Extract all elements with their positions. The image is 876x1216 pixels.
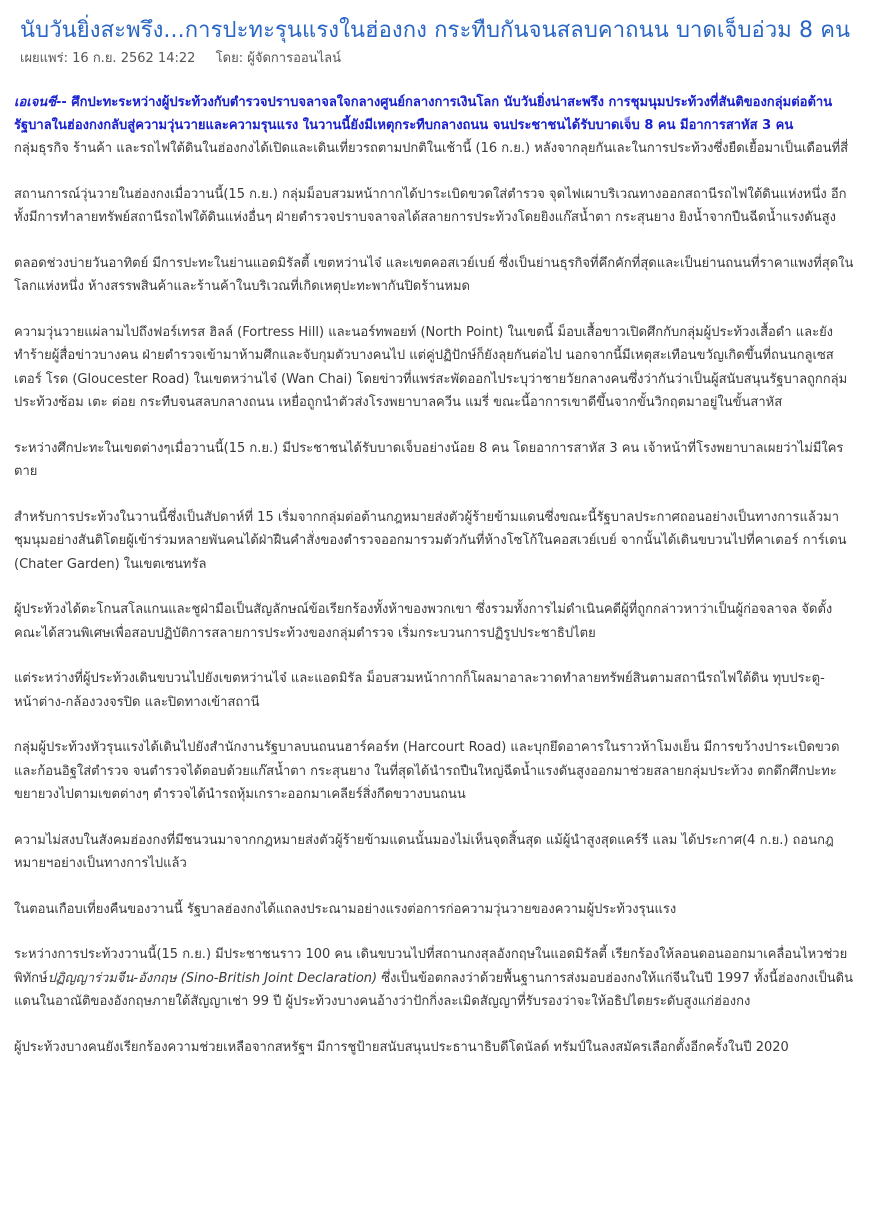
paragraph-text: ระหว่างการประท้วงวานนี้(15 ก.ย.) มีประชาชนราว 100 คน เดินขบวนไปที่สถานกงสุลอังกฤษในแอดมิรัลตี้ เรียกร้องให้ลอนดอนออกมาเคลื่อนไหวช่วยพิทักษ์ bbox=[14, 947, 848, 986]
published-label: เผยแพร่: bbox=[20, 51, 68, 66]
lead-agency: เอเจนซี bbox=[14, 95, 57, 110]
published-date: 16 ก.ย. 2562 14:22 bbox=[72, 51, 196, 66]
paragraph: ผู้ประท้วงบางคนยังเรียกร้องความช่วยเหลือจากสหรัฐฯ มีการชูป้ายสนับสนุนประธานาธิบดีโดนัลด์ ทรัมป์ในลงสมัครเลือกตั้งอีกครั้งในปี 2020 bbox=[14, 1039, 789, 1055]
paragraph: ความไม่สงบในสังคมฮ่องกงที่มีชนวนมาจากกฎหมายส่งตัวผู้ร้ายข้ามแดนนั้นมองไม่เห็นจุดสิ้นสุด แม้ผู้นำสูงสุดแคร์รี แลม ได้ประกาศ(4 ก.ย.) ถอนกฎหมายฯอย่างเป็นทางการไปแล้ว bbox=[14, 832, 834, 871]
joint-declaration-reference: ปฏิญญาร่วมจีน-อังกฤษ (Sino-British Joint Declaration) bbox=[47, 970, 378, 986]
article-body bbox=[14, 137, 856, 1059]
paragraph: ระหว่างศึกปะทะในเขตต่างๆเมื่อวานนี้(15 ก.ย.) มีประชาชนได้รับบาดเจ็บอย่างน้อย 8 คน โดยอาการสาหัส 3 คน เจ้าหน้าที่โรงพยาบาลเผยว่าไม่มีใครตาย bbox=[14, 440, 844, 479]
paragraph bbox=[14, 943, 856, 1014]
lead-text: -- ศึกปะทะระหว่างผู้ประท้วงกับตำรวจปราบจลาจลใจกลางศูนย์กลางการเงินโลก นับวันยิ่งน่าสะพรึง การชุมนุมประท้วงที่สันติของกลุ่มต่อต้านรัฐบาลในฮ่องกงกลับสู่ความวุ่นวายและความรุนแรง ในวานนี้ยังมีเหตุกระทืบกลางถนน จนประชาชนได้รับบาดเจ็บ 8 คน มีอาการสาหัส 3 คน bbox=[14, 95, 833, 133]
paragraph: ผู้ประท้วงได้ตะโกนสโลแกนและชูฝ่ามือเป็นสัญลักษณ์ข้อเรียกร้องทั้งห้าของพวกเขา ซึ่งรวมทั้งการไม่ดำเนินคดีผู้ที่ถูกกล่าวหาว่าเป็นผู้ก่อจลาจล จัดตั้งคณะได้สวนพิเศษเพื่อสอบปฏิบัติการสลายการประท้วงของกลุ่มตำรวจ เริ่มกระบวนการปฏิรูปประชาธิปไตย bbox=[14, 602, 833, 641]
paragraph: กลุ่มธุรกิจ ร้านค้า และรถไฟใต้ดินในฮ่องกงได้เปิดและเดินเที่ยวรถตามปกติในเช้านี้ (16 ก.ย.) หลังจากลุยกันเละในการประท้วงซึ่งยืดเยื้อมาเป็นเดือนที่สี่ bbox=[14, 141, 849, 156]
paragraph: สำหรับการประท้วงในวานนี้ซึ่งเป็นสัปดาห์ที่ 15 เริ่มจากกลุ่มต่อต้านกฎหมายส่งตัวผู้ร้ายข้ามแดนซึ่งขณะนี้รัฐบาลประกาศถอนอย่างเป็นทางการแล้วมาชุมนุมอย่างสันติโดยผู้เข้าร่วมหลายพันคนได้ฝ่าฝืนคำสั่งของตำรวจออกมารวมตัวกันที่ห้างโซโก้ในคอสเวย์เบย์ จากนั้นได้เดินขบวนไปที่คาเตอร์ การ์เดน (Chater Garden) ในเขตเซนทรัล bbox=[14, 509, 847, 572]
paragraph: แต่ระหว่างที่ผู้ประท้วงเดินขบวนไปยังเขตหว่านไจ๋ และแอดมิรัล ม็อบสวมหน้ากากก็โผลมาอาละวาดทำลายทรัพย์สินตามสถานีรถไฟใต้ดิน ทุบประตู-หน้าต่าง-กล้องวงจรปิด และปิดทางเข้าสถานี bbox=[14, 671, 825, 710]
article-headline: นับวันยิ่งสะพรึง...การปะทะรุนแรงในฮ่องกง กระทืบกันจนสลบคาถนน บาดเจ็บอ่วม 8 คน bbox=[20, 18, 851, 43]
paragraph: ตลอดช่วงบ่ายวันอาทิตย์ มีการปะทะในย่านแอดมิรัลตี้ เขตหว่านไจ๋ และเขตคอสเวย์เบย์ ซึ่งเป็นย่านธุรกิจที่คึกคักที่สุดและเป็นย่านถนนที่ราคาแพงที่สุดในโลกแห่งหนึ่ง ห้างสรรพสินค้าและร้านค้าในบริเวณที่เกิดเหตุปะทะพากันปิดร้านหมด bbox=[14, 255, 854, 294]
article-meta bbox=[20, 49, 856, 69]
paragraph: ความวุ่นวายแผ่ลามไปถึงฟอร์เทรส ฮิลล์ (Fortress Hill) และนอร์ทพอยท์ (North Point) ในเขตนี้ ม็อบเสื้อขาวเปิดศึกกับกลุ่มผู้ประท้วงเสื้อดำ และยังทำร้ายผู้สื่อข่าวบางคน ฝ่ายตำรวจเข้ามาห้ามศึกและจับกุมตัวบางคนไป แต่คู่ปฏิปักษ์ก็ยังลุยกันต่อไป นอกจากนี้มีเหตุสะเทือนขวัญเกิดขึ้นที่ถนนกลูเซสเตอร์ โรด (Gloucester Road) ในเขตหว่านไจ๋ (Wan Chai) โดยข่าวที่แพร่สะพัดออกไประบุว่าชายวัยกลางคนซึ่งว่ากันว่าเป็นผู้สนับสนุนรัฐบาลถูกกลุ่มประท้วงซ้อม เตะ ต่อย กระทืบจนสลบกลางถนน เหยื่อถูกนำตัวส่งโรงพยาบาลควีน แมรี่ ขณะนี้อาการเขาดีขึ้นจากขั้นวิกฤตมาอยู่ในขั้นสาหัส bbox=[14, 324, 848, 410]
author-label: โดย: bbox=[215, 51, 244, 66]
paragraph: ในตอนเกือบเที่ยงคืนของวานนี้ รัฐบาลฮ่องกงได้แถลงประณามอย่างแรงต่อการก่อความวุ่นวายของความผู้ประท้วงรุนแรง bbox=[14, 901, 677, 917]
paragraph: กลุ่มผู้ประท้วงหัวรุนแรงได้เดินไปยังสำนักงานรัฐบาลบนถนนฮาร์คอร์ท (Harcourt Road) และบุกยึดอาคารในราวห้าโมงเย็น มีการขว้างปาระเบิดขวด และก้อนอิฐใส่ตำรวจ จนตำรวจได้ตอบด้วยแก๊สน้ำตา กระสุนยาง ในที่สุดได้นำรถปืนใหญ่ฉีดน้ำแรงดันสูงออกมาช่วยสลายกลุ่มประท้วง ตกดึกศึกปะทะขยายวงไปตามเขตต่างๆ ตำรวจได้นำรถหุ้มเกราะออกมาเคลียร์สิ่งกีดขวางบนถนน bbox=[14, 740, 840, 802]
paragraph: สถานการณ์วุ่นวายในฮ่องกงเมื่อวานนี้(15 ก.ย.) กลุ่มม็อบสวมหน้ากากได้ปาระเบิดขวดใส่ตำรวจ จุดไฟเผาบริเวณทางออกสถานีรถไฟใต้ดินแห่งหนึ่ง อีกทั้งมีการทำลายทรัพย์สถานีรถไฟใต้ดินแห่งอื่นๆ ฝ่ายตำรวจปราบจลาจลได้สลายการประท้วงโดยยิงแก๊สน้ำตา กระสุนยาง ยิงน้ำจากปืนฉีดน้ำแรงดันสูง bbox=[14, 186, 847, 225]
author-name: ผู้จัดการออนไลน์ bbox=[247, 51, 341, 66]
article-lead bbox=[14, 91, 856, 137]
paragraph-text: ซึ่งเป็นข้อตกลงว่าด้วยพื้นฐานการส่งมอบฮ่องกงให้แก่จีนในปี 1997 ทั้งนี้ฮ่องกงเป็นดินแดนในอาณัติของอังกฤษภายใต้สัญญาเช่า 99 ปี ผู้ประท้วงบางคนอ้างว่าปักกิ่งละเมิดสัญญาที่รับรองว่าจะให้อธิปไตยระดับสูงแก่ฮ่องกง bbox=[14, 970, 853, 1009]
